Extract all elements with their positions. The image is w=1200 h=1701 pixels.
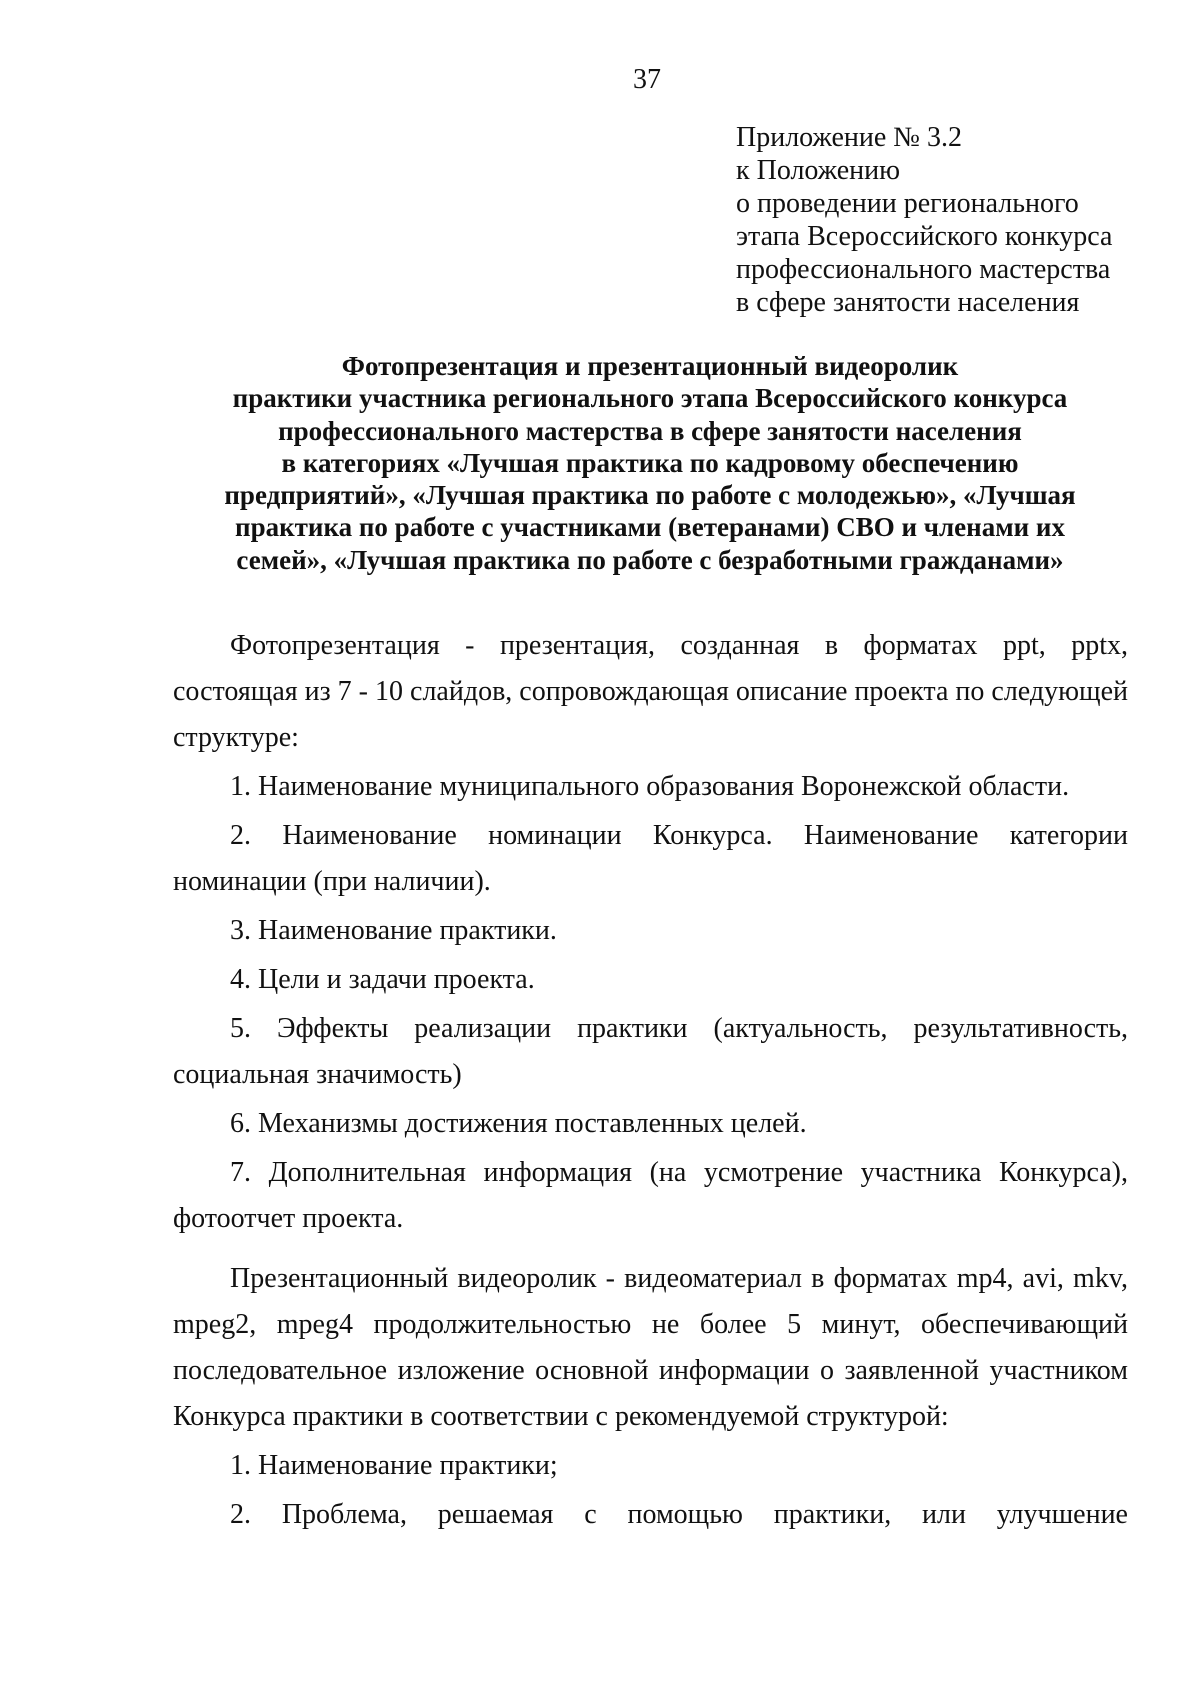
appendix-line: в сфере занятости населения [736,287,1080,318]
photo-structure-item: 3. Наименование практики. [230,915,557,946]
appendix-line: этапа Всероссийского конкурса [736,221,1113,252]
photo-structure-item: 5. Эффекты реализации практики (актуальность, результативность, социальная значимость) [173,1013,1128,1090]
heading-line: профессионального мастерства в сфере занятости населения [278,415,1022,446]
photo-structure-item: 7. Дополнительная информация (на усмотрение участника Конкурса), фотоотчет проекта. [173,1157,1128,1234]
photo-structure-item: 2. Наименование номинации Конкурса. Наименование категории номинации (при наличии). [173,820,1128,897]
heading-line: Фотопрезентация и презентационный видеоролик [341,351,959,381]
heading-line: практика по работе с участниками (ветеранами) СВО и членами их [235,512,1065,543]
heading-line: предприятий», «Лучшая практика по работе с молодежью», «Лучшая [224,480,1076,511]
heading-line: в категориях «Лучшая практика по кадровому обеспечению [281,447,1019,478]
video-structure-item: 1. Наименование практики; [230,1450,558,1481]
photo-structure-item: 6. Механизмы достижения поставленных целей. [230,1108,807,1139]
appendix-reference [736,121,1176,319]
heading-line: семей», «Лучшая практика по работе с безработными гражданами» [236,544,1064,575]
video-structure-item: 2. Проблема, решаемая с помощью практики, или улучшение [230,1499,1128,1530]
appendix-line: о проведении регионального [736,188,1079,219]
heading-line: практики участника регионального этапа Всероссийского конкурса [232,383,1068,414]
photo-structure-item: 4. Цели и задачи проекта. [230,964,535,995]
appendix-line: к Положению [736,155,901,186]
photo-structure-item: 1. Наименование муниципального образования Воронежской области. [230,771,1070,802]
video-presentation-paragraph: Презентационный видеоролик - видеоматериал в форматах mp4, avi, mkv, mpeg2, mpeg4 продолжительностью не более 5 минут, обеспечивающий последовательное изложение основной информации о заявленной участником Конкурса практики в соответствии с рекомендуемой структурой: [173,1263,1128,1432]
page-number: 37 [633,64,661,95]
photo-presentation-paragraph: Фотопрезентация - презентация, созданная в форматах ppt, pptx, состоящая из 7 - 10 слайдов, сопровождающая описание проекта по следующей структуре: [173,630,1128,753]
document-body [173,623,1128,1538]
appendix-line: профессионального мастерства [736,254,1111,285]
document-heading [150,350,1150,576]
appendix-line: Приложение № 3.2 [736,122,962,153]
